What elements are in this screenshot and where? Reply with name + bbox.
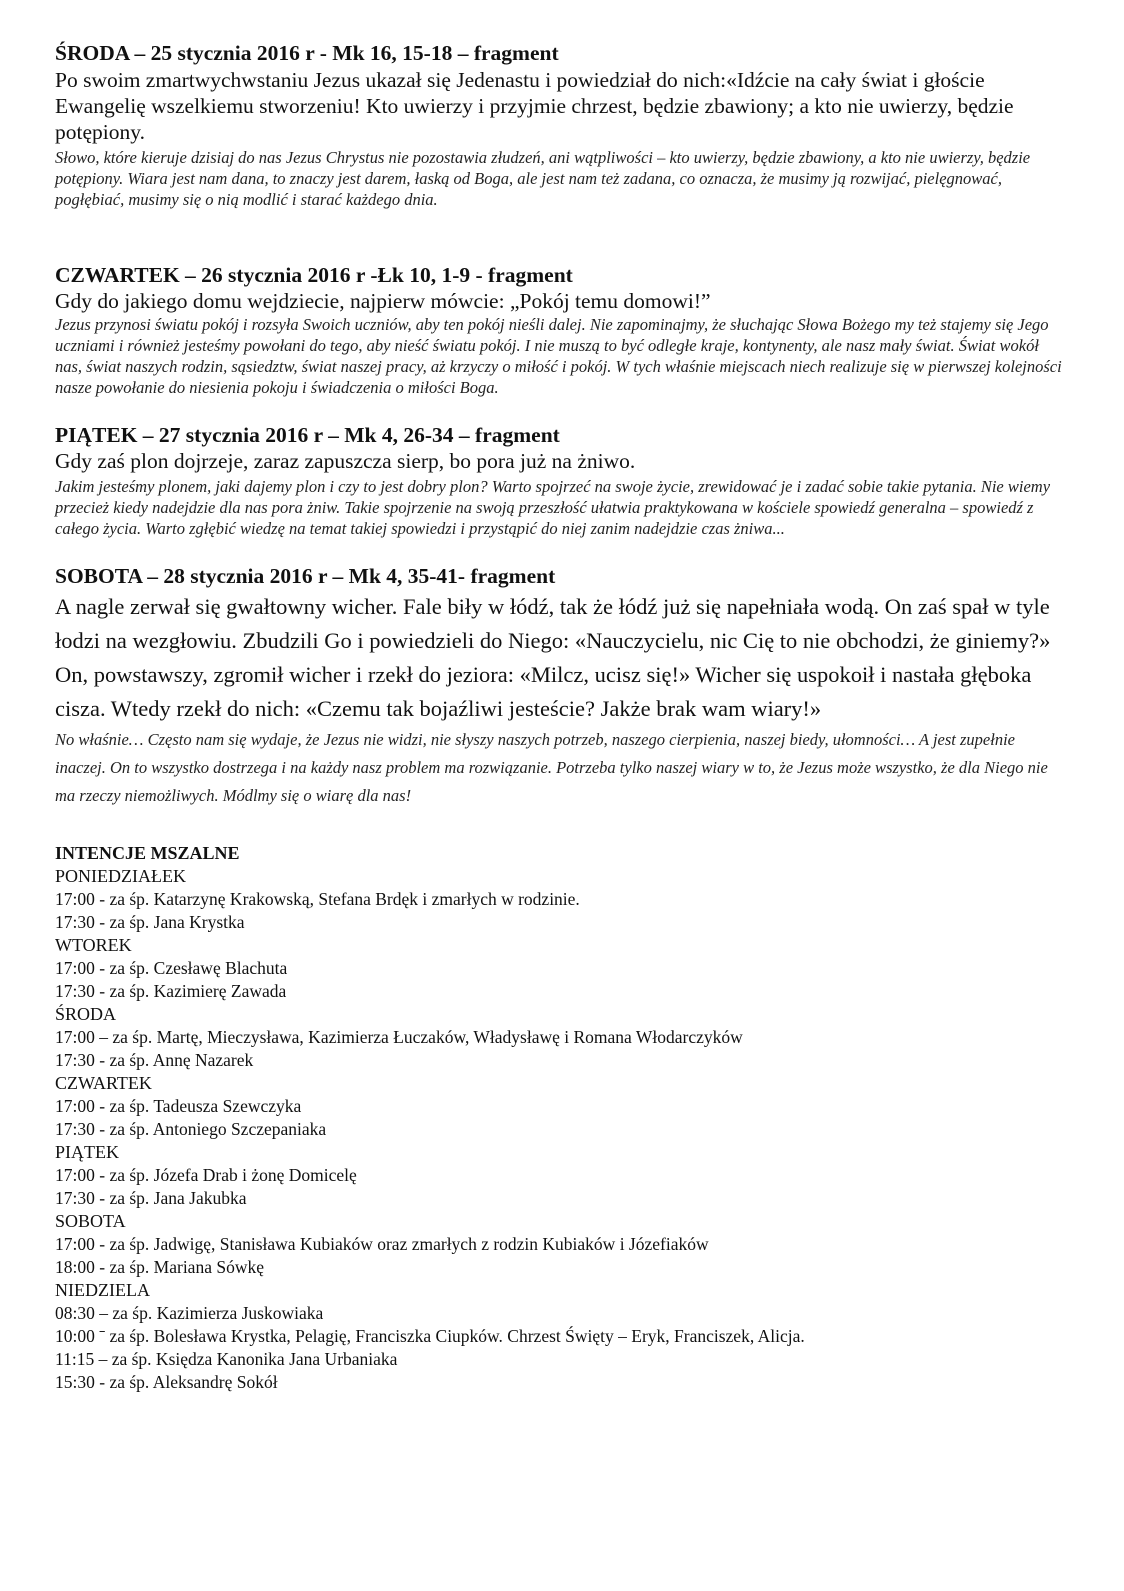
- mass-row: 15:30 - za śp. Aleksandrę Sokół: [55, 1372, 278, 1392]
- intentions-day-tuesday: [55, 934, 1065, 1003]
- gospel-text: A nagle zerwał się gwałtowny wicher. Fale biły w łódź, tak że łódź już się napełniała wodą. On zaś spał w tyle łodzi na wezgłowiu. Zbudzili Go i powiedzieli do Niego: «Nauczycielu, nic Cię to nie obchodzi, że giniemy?» On, powstawszy, zgromił wicher i rzekł do jeziora: «Milcz, ucisz się!» Wicher się uspokoił i nastała głęboka cisza. Wtedy rzekł do nich: «Czemu tak bojaźliwi jesteście? Jakże brak wam wiary!»: [55, 594, 1051, 721]
- reading-friday: [55, 422, 1065, 539]
- mass-row: 17:30 - za śp. Annę Nazarek: [55, 1050, 254, 1070]
- gospel-text: Po swoim zmartwychwstaniu Jezus ukazał się Jedenastu i powiedział do nich:«Idźcie na cały świat i głoście Ewangelię wszelkiemu stworzeniu! Kto uwierzy i przyjmie chrzest, będzie zbawiony; a kto nie uwierzy, będzie potępiony.: [55, 68, 1014, 144]
- intentions-day-monday: [55, 865, 1065, 934]
- gospel-text: Gdy zaś plon dojrzeje, zaraz zapuszcza sierp, bo pora już na żniwo.: [55, 449, 636, 473]
- day-label: PIĄTEK: [55, 1142, 119, 1162]
- mass-row: 17:00 – za śp. Martę, Mieczysława, Kazimierza Łuczaków, Władysławę i Romana Włodarczyków: [55, 1027, 743, 1047]
- intentions-day-sunday: [55, 1279, 1065, 1394]
- reading-saturday: [55, 563, 1065, 810]
- intentions-day-wednesday: [55, 1003, 1065, 1072]
- reading-title: CZWARTEK – 26 stycznia 2016 r -Łk 10, 1-9 - fragment: [55, 263, 573, 287]
- mass-row: 11:15 – za śp. Księdza Kanonika Jana Urbaniaka: [55, 1349, 398, 1369]
- mass-row: 17:00 - za śp. Katarzynę Krakowską, Stefana Brdęk i zmarłych w rodzinie.: [55, 889, 580, 909]
- day-label: PONIEDZIAŁEK: [55, 866, 186, 886]
- mass-row: 17:30 - za śp. Jana Jakubka: [55, 1188, 247, 1208]
- reading-thursday: [55, 262, 1065, 398]
- reading-comment: No właśnie… Często nam się wydaje, że Jezus nie widzi, nie słyszy naszych potrzeb, naszego cierpienia, naszej biedy, ułomności… A jest zupełnie inaczej. On to wszystko dostrzega i na każdy nasz problem ma rozwiązanie. Potrzeba tylko naszej wiary w to, że Jezus może wszystko, że dla Niego nie ma rzeczy niemożliwych. Módlmy się o wiarę dla nas!: [55, 730, 1048, 805]
- mass-row: 17:00 - za śp. Jadwigę, Stanisława Kubiaków oraz zmarłych z rodzin Kubiaków i Józefiaków: [55, 1234, 709, 1254]
- intentions-day-friday: [55, 1141, 1065, 1210]
- day-label: WTOREK: [55, 935, 132, 955]
- gospel-text: Gdy do jakiego domu wejdziecie, najpierw mówcie: „Pokój temu domowi!”: [55, 289, 711, 313]
- reading-comment: Słowo, które kieruje dzisiaj do nas Jezus Chrystus nie pozostawia złudzeń, ani wątpliwości – kto uwierzy, będzie zbawiony, a kto nie uwierzy, będzie potępiony. Wiara jest nam dana, to znaczy jest darem, łaską od Boga, ale jest nam też zadana, co oznacza, że musimy ją rozwijać, pielęgnować, pogłębiać, musimy się o nią modlić i starać każdego dnia.: [55, 148, 1031, 209]
- reading-comment: Jezus przynosi światu pokój i rozsyła Swoich uczniów, aby ten pokój nieśli dalej. Nie zapominajmy, że słuchając Słowa Bożego my też stajemy się Jego uczniami i również jesteśmy powołani do tego, aby nieść światu pokój. I nie muszą to być odległe kraje, kontynenty, ale nasz mały świat. Świat wokół nas, świat naszych rodzin, sąsiedztw, świat naszej pracy, aż krzyczy o miłość i pokój. W tych właśnie miejscach niech realizuje się w pierwszej kolejności nasze powołanie do niesienia pokoju i świadczenia o miłości Boga.: [55, 315, 1062, 397]
- mass-row: 17:30 - za śp. Antoniego Szczepaniaka: [55, 1119, 327, 1139]
- mass-row: 17:30 - za śp. Kazimierę Zawada: [55, 981, 287, 1001]
- intentions-title: INTENCJE MSZALNE: [55, 843, 240, 863]
- mass-row: 08:30 – za śp. Kazimierza Juskowiaka: [55, 1303, 324, 1323]
- mass-row: 10:00 ˉ za śp. Bolesława Krystka, Pelagię, Franciszka Ciupków. Chrzest Święty – Eryk, Franciszek, Alicja.: [55, 1326, 805, 1346]
- mass-row: 17:00 - za śp. Józefa Drab i żonę Domicelę: [55, 1165, 357, 1185]
- reading-wednesday: [55, 40, 1065, 210]
- day-label: SOBOTA: [55, 1211, 126, 1231]
- reading-title: PIĄTEK – 27 stycznia 2016 r – Mk 4, 26-34 – fragment: [55, 423, 560, 447]
- intentions-day-thursday: [55, 1072, 1065, 1141]
- mass-intentions: [55, 842, 1065, 1394]
- bulletin-page: [55, 40, 1065, 1394]
- reading-comment: Jakim jesteśmy plonem, jaki dajemy plon i czy to jest dobry plon? Warto spojrzeć na swoje życie, zrewidować je i zadać sobie takie pytania. Nie wiemy przecież kiedy nadejdzie dla nas pora żniw. Takie spojrzenie na swoją przeszłość ułatwia praktykowana w kościele spowiedź generalna – spowiedź z całego życia. Warto zgłębić wiedzę na temat takiej spowiedzi i przystąpić do niej zanim nadejdzie czas żniwa...: [55, 477, 1051, 538]
- day-label: ŚRODA: [55, 1004, 117, 1024]
- mass-row: 18:00 - za śp. Mariana Sówkę: [55, 1257, 264, 1277]
- mass-row: 17:00 - za śp. Czesławę Blachuta: [55, 958, 288, 978]
- intentions-day-saturday: [55, 1210, 1065, 1279]
- mass-row: 17:30 - za śp. Jana Krystka: [55, 912, 245, 932]
- day-label: NIEDZIELA: [55, 1280, 150, 1300]
- mass-row: 17:00 - za śp. Tadeusza Szewczyka: [55, 1096, 302, 1116]
- reading-title: SOBOTA – 28 stycznia 2016 r – Mk 4, 35-41- fragment: [55, 564, 556, 588]
- day-label: CZWARTEK: [55, 1073, 152, 1093]
- reading-title: ŚRODA – 25 stycznia 2016 r - Mk 16, 15-18 – fragment: [55, 41, 559, 65]
